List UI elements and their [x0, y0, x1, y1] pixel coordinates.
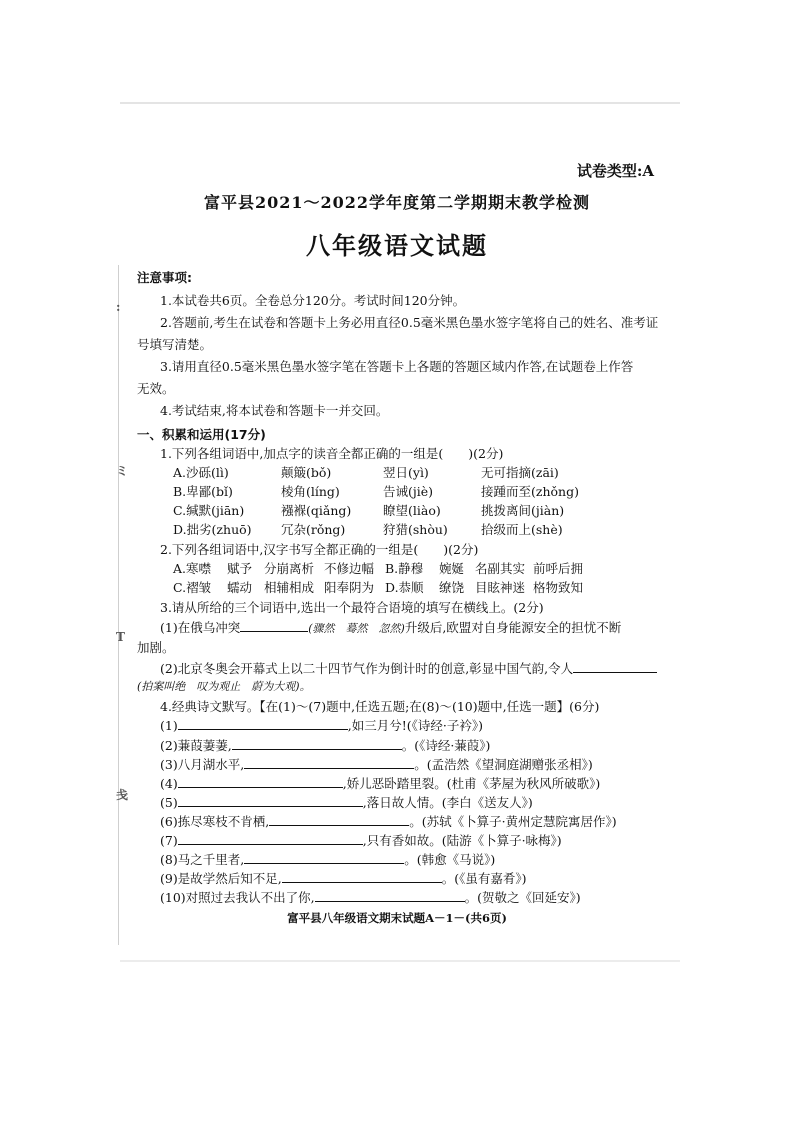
q4-item	[160, 869, 526, 887]
scan-edge-top	[120, 102, 680, 104]
q4-item	[160, 793, 533, 811]
binding-mark: :	[116, 300, 121, 314]
q1-option: C.缄默(jiān)	[173, 503, 245, 518]
q1-option: 告诫(jiè)	[383, 484, 434, 499]
answer-blank[interactable]	[573, 660, 657, 673]
q3-stem: 3.请从所给的三个词语中,选出一个最符合语境的填写在横线上。(2分)	[160, 600, 544, 615]
q4-item	[160, 774, 600, 792]
q2-option: 阳奉阴为	[324, 580, 375, 595]
q1-option: 颠簸(bǒ)	[281, 465, 332, 480]
q1-option: 无可指摘(zāi)	[481, 465, 559, 480]
q4-item-post: 。(贺敬之《回延安》)	[464, 890, 581, 905]
q2-option: 婉娫	[439, 561, 465, 576]
q1-option: 拾级而上(shè)	[481, 522, 563, 537]
answer-blank[interactable]	[244, 851, 404, 864]
q4-item-post: ,只有香如故。(陆游《卜算子·咏梅》)	[362, 833, 562, 848]
q1-option: 翌日(yì)	[383, 465, 429, 480]
q4-item-pre: (9)是故学然后知不足,	[160, 871, 282, 886]
q3-part1	[160, 618, 621, 636]
note-item: 2.答题前,考生在试卷和答题卡上务必用直径0.5毫米黑色墨水签字笔将自己的姓名、准考证	[160, 315, 659, 330]
q4-item	[160, 716, 483, 734]
q1-option: 棱角(líng)	[281, 484, 340, 499]
q4-item-pre: (10)对照过去我认不出了你,	[160, 890, 315, 905]
q4-item	[160, 831, 562, 849]
q4-item-pre: (2)蒹葭萋萋,	[160, 738, 232, 753]
answer-blank[interactable]	[178, 717, 348, 730]
answer-blank[interactable]	[178, 794, 363, 807]
q1-options	[173, 463, 593, 543]
binding-line	[118, 265, 119, 945]
q3-part1-text: (1)在俄乌冲突	[160, 620, 241, 635]
q4-item-post: 。(孟浩然《望洞庭湖赠张丞相》)	[414, 757, 593, 772]
q1-option: D.拙劣(zhuō)	[173, 522, 252, 537]
school-line: 富平县2021～2022学年度第二学期期末教学检测	[203, 193, 591, 212]
q4-item-pre: (7)	[160, 833, 178, 848]
note-item: 3.请用直径0.5毫米黑色墨水签字笔在答题卡上各题的答题区域内作答,在试题卷上作答	[160, 359, 634, 374]
q4-item-pre: (8)马之千里者,	[160, 852, 245, 867]
page-title: 八年级语文试题	[306, 232, 488, 260]
q4-item	[160, 850, 495, 868]
q3-part1-options: (骤然 蓦然 忽然)	[308, 622, 405, 635]
q4-item	[160, 755, 593, 773]
q4-item-post: 。(《诗经·蒹葭》)	[401, 738, 491, 753]
q4-item-post: 。(韩愈《马说》)	[404, 852, 496, 867]
answer-blank[interactable]	[244, 756, 414, 769]
q2-option: 相辅相成	[264, 580, 315, 595]
q4-item-pre: (3)八月湖水平,	[160, 757, 245, 772]
q4-item-pre: (1)	[160, 718, 178, 733]
q4-item-post: 。(苏轼《卜算子·黄州定慧院寓居作》)	[409, 814, 617, 829]
notes-heading: 注意事项:	[137, 270, 192, 285]
q2-option: 分崩离析	[264, 561, 315, 576]
q4-item	[160, 736, 490, 754]
q2-option: 名副其实	[475, 561, 526, 576]
q3-part2-text: (2)北京冬奥会开幕式上以二十四节气作为倒计时的创意,彰显中国气韵,令人	[160, 661, 574, 676]
q1-option: A.沙砾(lì)	[173, 465, 229, 480]
q4-item-pre: (4)	[160, 776, 178, 791]
q1-option: 接踵而至(zhǒng)	[481, 484, 579, 499]
answer-blank[interactable]	[269, 813, 409, 826]
q2-option: 缭饶	[439, 580, 465, 595]
q3-part1-text-b: 升级后,欧盟对自身能源安全的担忧不断	[404, 620, 622, 635]
q4-item-post: ,落日故人情。(李白《送友人》)	[362, 795, 533, 810]
q2-option: B.静穆	[385, 561, 424, 576]
q2-options	[173, 559, 593, 599]
section-heading: 一、积累和运用(17分)	[137, 427, 266, 442]
q4-stem: 4.经典诗文默写。【在(1)～(7)题中,任选五题;在(8)～(10)题中,任选一题】(6分)	[160, 699, 600, 714]
q2-option: 蠕动	[227, 580, 253, 595]
answer-blank[interactable]	[178, 832, 363, 845]
q2-stem: 2.下列各组词语中,汉字书写全都正确的一组是( )(2分)	[160, 542, 479, 557]
q1-option: 瞭望(liào)	[383, 503, 441, 518]
q4-item	[160, 888, 581, 906]
q4-item-post: 。(《虽有嘉肴》)	[441, 871, 527, 886]
note-item: 无效。	[137, 381, 175, 396]
note-item: 1.本试卷共6页。全卷总分120分。考试时间120分钟。	[160, 293, 466, 308]
scan-edge-bottom	[120, 960, 680, 962]
paper-type: 试卷类型:A	[576, 162, 654, 180]
q1-stem: 1.下列各组词语中,加点字的读音全都正确的一组是( )(2分)	[160, 446, 504, 461]
q4-item-pre: (6)拣尽寒枝不肯栖,	[160, 814, 270, 829]
q1-option: 襁褓(qiǎng)	[281, 503, 352, 518]
q2-option: D.恭顺	[385, 580, 424, 595]
q2-option: A.寒噤	[173, 561, 212, 576]
q3-part1-cont: 加剧。	[137, 640, 175, 655]
binding-mark: T	[116, 630, 125, 644]
note-item: 号填写清楚。	[137, 337, 213, 352]
q2-option: 格物致知	[533, 580, 584, 595]
answer-blank[interactable]	[315, 889, 465, 902]
q4-item	[160, 812, 617, 830]
q1-option: 冗杂(rǒng)	[281, 522, 346, 537]
q1-option: 挑拨离间(jiàn)	[481, 503, 565, 518]
q4-item-post: ,娇儿恶卧踏里裂。(杜甫《茅屋为秋风所破歌》)	[342, 776, 601, 791]
q3-part2	[160, 659, 657, 677]
q1-option: 狩猎(shòu)	[383, 522, 448, 537]
binding-mark: 戋	[116, 788, 129, 802]
binding-mark: ミ	[116, 464, 129, 478]
answer-blank[interactable]	[240, 619, 308, 632]
q2-option: 目眩神迷	[475, 580, 526, 595]
q2-option: 不修边幅	[324, 561, 375, 576]
answer-blank[interactable]	[232, 737, 402, 750]
q2-option: 赋予	[227, 561, 253, 576]
q3-part2-options: (拍案叫绝 叹为观止 蔚为大观)。	[137, 680, 311, 693]
q4-item-pre: (5)	[160, 795, 178, 810]
q2-option: 前呼后拥	[533, 561, 584, 576]
q2-option: C.褶皱	[173, 580, 212, 595]
note-item: 4.考试结束,将本试卷和答题卡一并交回。	[160, 403, 389, 418]
answer-blank[interactable]	[178, 775, 343, 788]
page-footer: 富平县八年级语文期末试题A－1－(共6页)	[287, 911, 507, 925]
answer-blank[interactable]	[282, 870, 442, 883]
q1-option: B.卑鄙(bǐ)	[173, 484, 233, 499]
q4-item-post: ,如三月兮!(《诗经·子衿》)	[347, 718, 483, 733]
